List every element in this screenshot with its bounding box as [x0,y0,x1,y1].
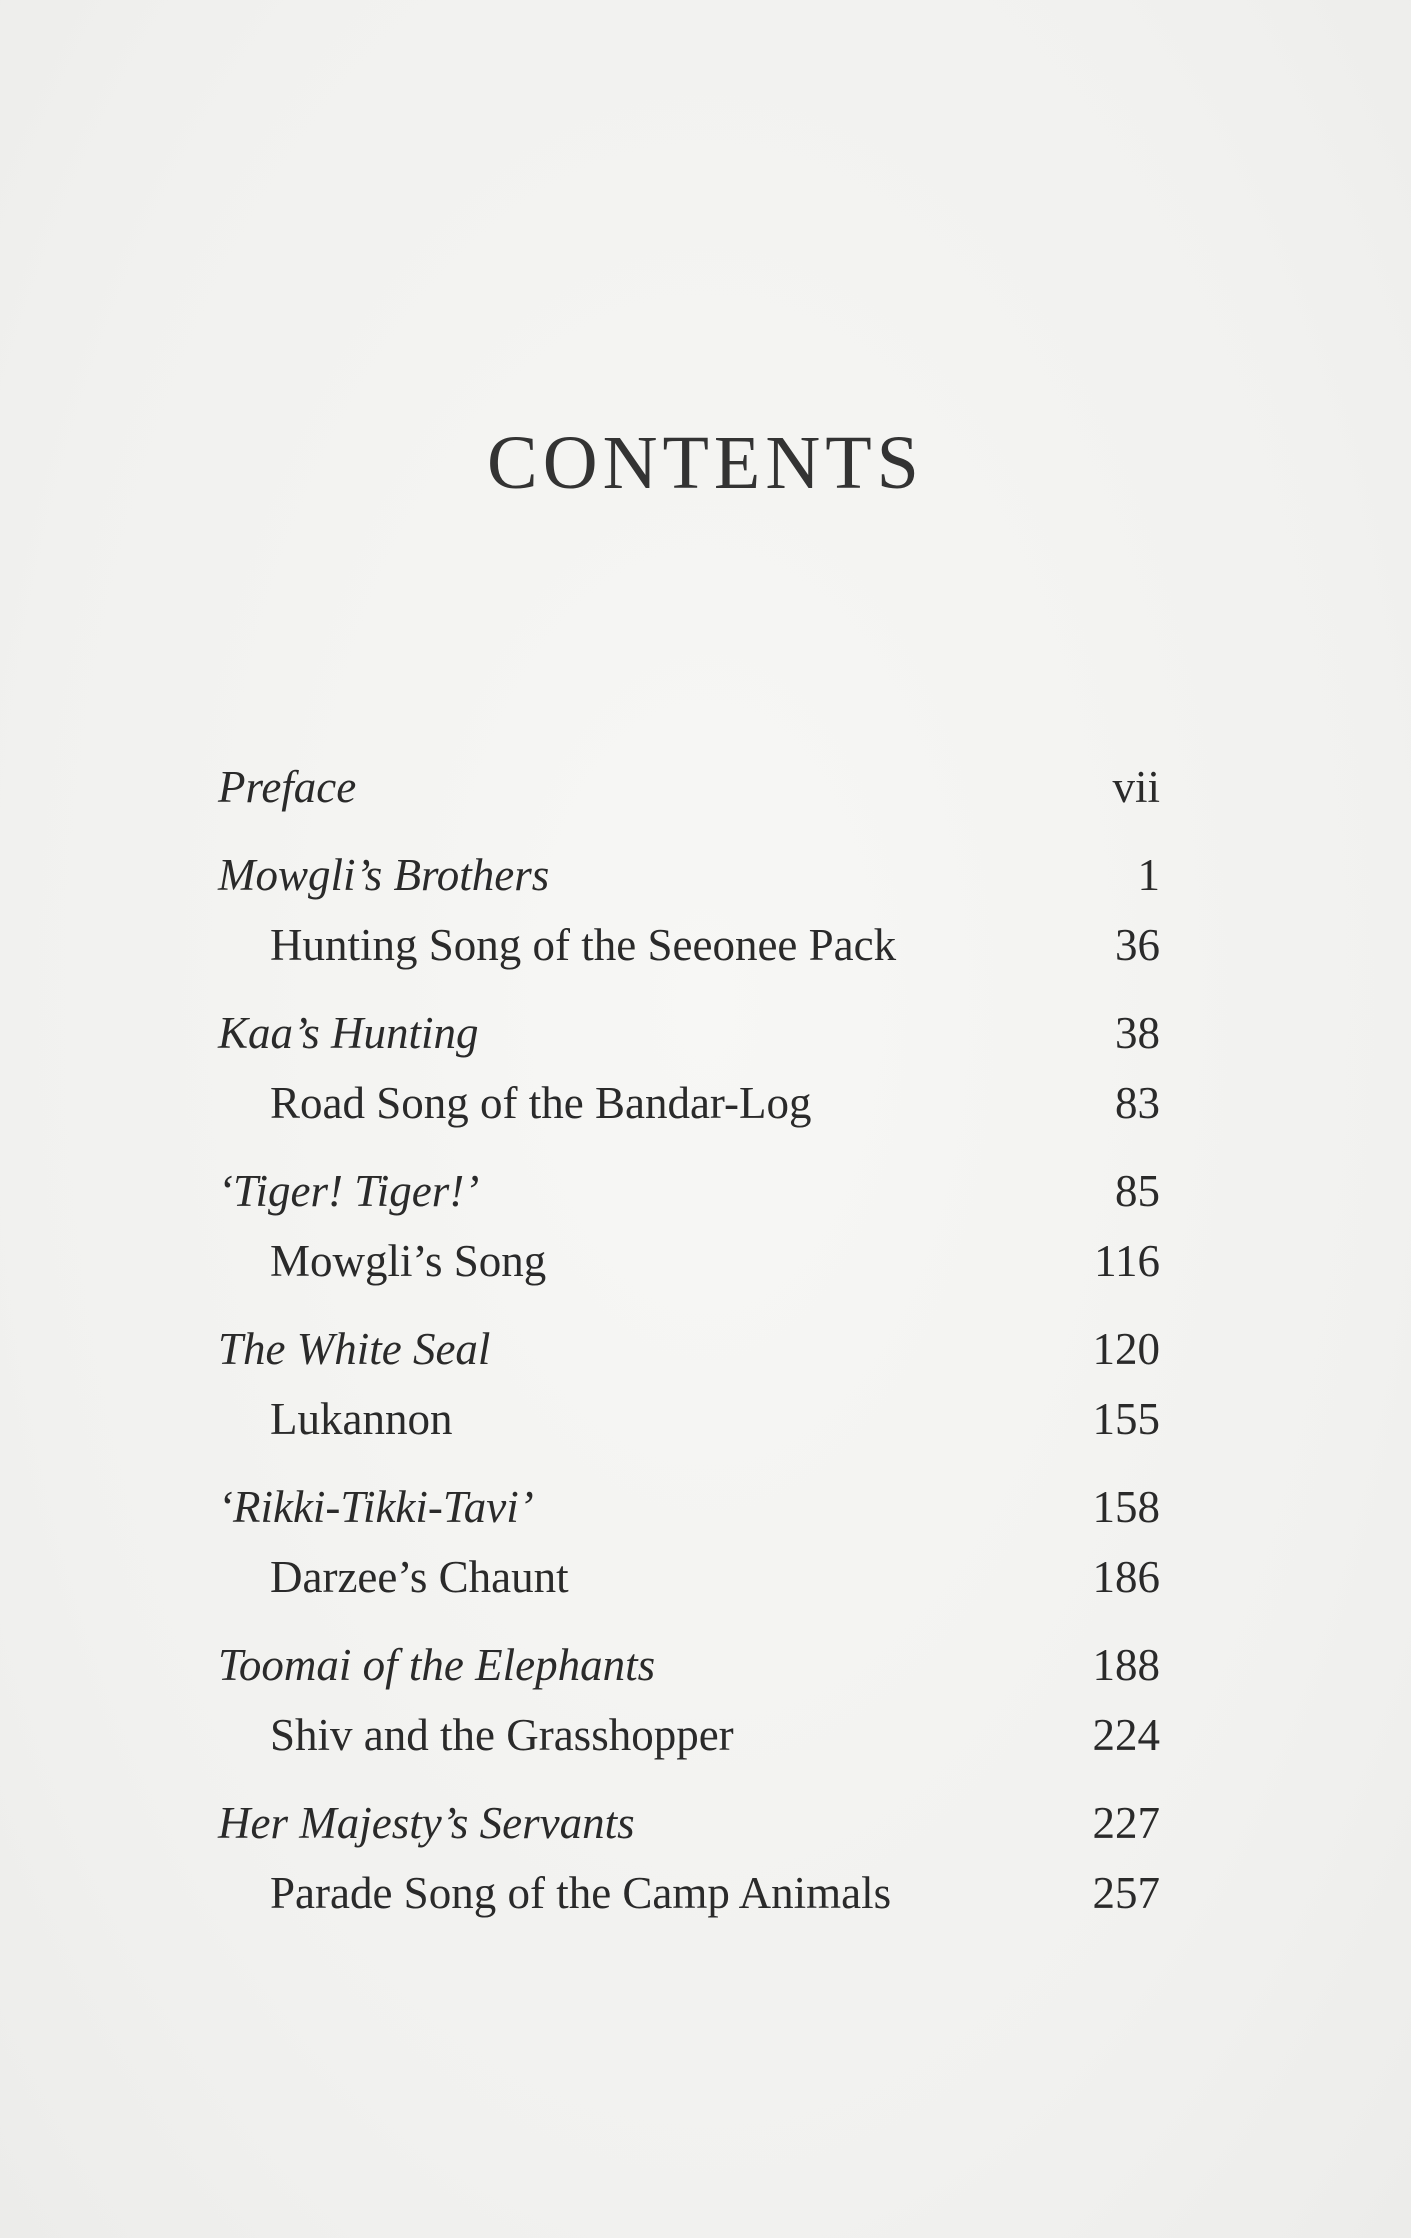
toc-entry-her-majestys-servants [218,1791,1160,1861]
toc-entry-page: 1 [1137,850,1160,900]
toc-entry-page: 120 [1092,1324,1160,1374]
toc-entry-page: 83 [1115,1078,1160,1128]
toc-entry-page: vii [1112,762,1160,812]
toc-entry-title: Her Majesty’s Servants [218,1798,635,1848]
toc-entry-hunting-song [218,913,1160,983]
toc-entry-page: 224 [1092,1710,1160,1760]
toc-entry-page: 158 [1092,1482,1160,1532]
toc-entry-shiv-grasshopper [218,1703,1160,1773]
toc-entry-page: 257 [1092,1868,1160,1918]
toc-entry-page: 155 [1092,1394,1160,1444]
toc-entry-title: ‘Tiger! Tiger!’ [218,1166,480,1216]
toc-entry-page: 85 [1115,1166,1160,1216]
toc-entry-page: 36 [1115,920,1160,970]
toc-entry-page: 116 [1094,1236,1160,1286]
toc-entry-preface [218,755,1160,825]
toc-entry-lukannon [218,1387,1160,1457]
toc-entry-title: Parade Song of the Camp Animals [270,1868,892,1918]
toc-entry-title: Darzee’s Chaunt [270,1552,569,1602]
toc-entry-page: 186 [1092,1552,1160,1602]
toc-entry-title: ‘Rikki-Tikki-Tavi’ [218,1482,534,1532]
toc-entry-page: 38 [1115,1008,1160,1058]
toc-entry-parade-song [218,1861,1160,1931]
toc-entry-title: Shiv and the Grasshopper [270,1710,734,1760]
toc-entry-darzees-chaunt [218,1545,1160,1615]
page-title: CONTENTS [487,421,924,505]
toc-entry-rikki-tikki-tavi [218,1475,1160,1545]
toc-entry-title: Kaa’s Hunting [218,1008,479,1058]
toc-entry-title: Toomai of the Elephants [218,1640,656,1690]
toc-entry-tiger-tiger [218,1159,1160,1229]
toc-entry-mowglis-brothers [218,843,1160,913]
toc-entry-page: 188 [1092,1640,1160,1690]
toc-entry-title: Hunting Song of the Seeonee Pack [270,920,897,970]
toc-entry-mowglis-song [218,1229,1160,1299]
toc-entry-title: Lukannon [270,1394,453,1444]
toc-entry-title: Mowgli’s Brothers [218,850,550,900]
toc-entry-title: Preface [218,762,357,812]
toc-entry-page: 227 [1092,1798,1160,1848]
toc-entry-title: The White Seal [218,1324,491,1374]
toc-entry-title: Mowgli’s Song [270,1236,547,1286]
toc-entry-white-seal [218,1317,1160,1387]
table-of-contents [218,755,1160,1931]
toc-entry-toomai [218,1633,1160,1703]
toc-entry-title: Road Song of the Bandar-Log [270,1078,812,1128]
toc-entry-road-song [218,1071,1160,1141]
toc-entry-kaas-hunting [218,1001,1160,1071]
